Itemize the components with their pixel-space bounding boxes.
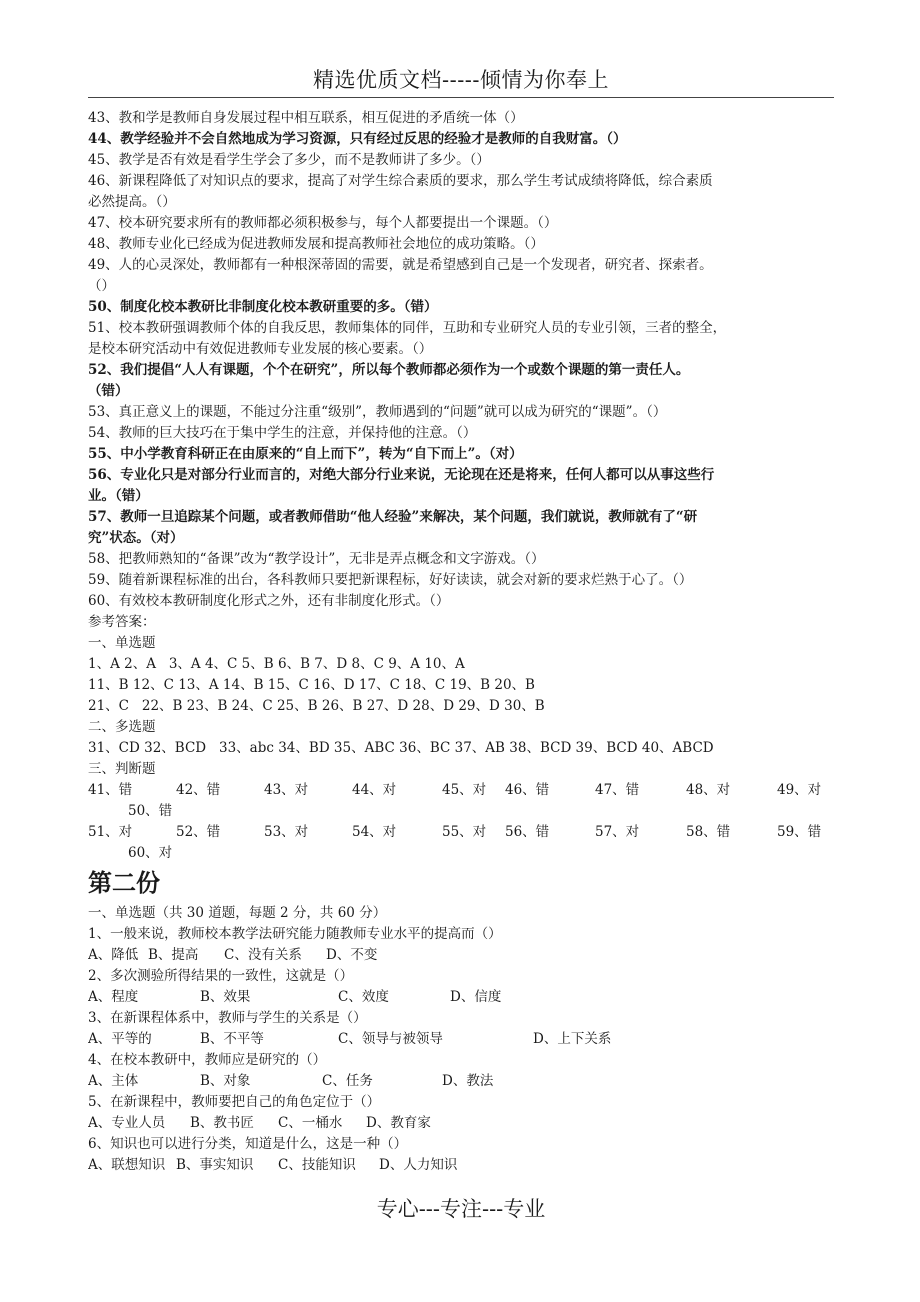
answer-cell: 51、对 [88,824,133,840]
answer-cell: 48、对 [686,782,731,798]
question-line: 45、教学是否有效是看学生学会了多少，而不是教师讲了多少。（） [88,152,490,168]
answer-cell: 56、错 [505,824,550,840]
option: A、专业人员 [88,1115,166,1131]
answer-key-title: 参考答案： [88,614,156,630]
question-line: 46、新课程降低了对知识点的要求，提高了对学生综合素质的要求，那么学生考试成绩将降低，综合素质 [88,173,713,189]
question-line: 是校本研究活动中有效促进教师专业发展的核心要素。（） [88,341,433,357]
option: C、没有关系 [224,947,302,963]
answer-cell: 53、对 [264,824,309,840]
answer-cell: 55、对 [442,824,487,840]
header-rule [88,97,834,98]
option: B、提高 [148,947,199,963]
option: C、技能知识 [278,1157,356,1173]
question-line: 48、教师专业化已经成为促进教师发展和提高教师社会地位的成功策略。（） [88,236,544,252]
option: B、教书匠 [190,1115,254,1131]
question-stem: 1、一般来说，教师校本教学法研究能力随教师专业水平的提高而（） [88,926,502,942]
question-line: 60、有效校本教研制度化形式之外，还有非制度化形式。（） [88,593,450,609]
single-choice-heading: 一、单选题 [88,635,156,651]
option: C、任务 [322,1073,373,1089]
answer-key [88,612,834,864]
page-header: 精选优质文档-----倾情为你奉上 [313,68,609,92]
answer-cell: 52、错 [176,824,221,840]
answer-cell: 57、对 [595,824,640,840]
option-row [88,1029,834,1050]
question-stem: 6、知识也可以进行分类，知道是什么，这是一种（） [88,1136,408,1152]
option: D、信度 [450,989,502,1005]
option: B、事实知识 [176,1157,254,1173]
answer-cell: 58、错 [686,824,731,840]
question-stem: 5、在新课程中，教师要把自己的角色定位于（） [88,1094,381,1110]
answer-cell: 49、对 [777,782,822,798]
answer-cell: 45、对 [442,782,487,798]
question-stem: 3、在新课程体系中，教师与学生的关系是（） [88,1010,367,1026]
question-line: （错） [88,383,129,399]
question-line: 58、把教师熟知的“备课”改为“教学设计”，无非是弄点概念和文字游戏。（） [88,551,545,567]
judgment-answer-wrap: 50、错 [128,803,173,819]
option: A、平等的 [88,1031,152,1047]
answer-cell: 41、错 [88,782,133,798]
option: A、主体 [88,1073,139,1089]
multi-choice-heading: 二、多选题 [88,719,156,735]
option-row [88,987,834,1008]
option: D、人力知识 [379,1157,458,1173]
part-two-title: 第二份 [88,868,160,897]
question-line: 53、真正意义上的课题，不能过分注重“级别”，教师遇到的“问题”就可以成为研究的“课题”。（） [88,404,667,420]
option-row [88,1113,834,1134]
option: D、不变 [326,947,378,963]
question-line: （） [88,278,115,294]
option: B、效果 [200,989,251,1005]
option: C、领导与被领导 [338,1031,443,1047]
question-stem: 2、多次测验所得结果的一致性，这就是（） [88,968,354,984]
question-line: 57、教师一旦追踪某个问题，或者教师借助“他人经验”来解决，某个问题，我们就说，教师就有了“研 [88,509,698,525]
option: A、联想知识 [88,1157,166,1173]
question-line: 54、教师的巨大技巧在于集中学生的注意，并保持他的注意。（） [88,425,477,441]
option-row [88,945,834,966]
question-line: 业。（错） [88,488,149,504]
answer-row: 1、A 2、A 3、A 4、C 5、B 6、B 7、D 8、C 9、A 10、A [88,656,465,672]
option: C、效度 [338,989,389,1005]
judgment-questions [88,108,834,612]
question-line: 必然提高。（） [88,194,176,210]
option-row [88,1071,834,1092]
document-body [88,108,834,1176]
option: D、教法 [442,1073,494,1089]
section-heading: 一、单选题（共 30 道题，每题 2 分，共 60 分） [88,905,387,921]
answer-cell: 43、对 [264,782,309,798]
question-line: 56、专业化只是对部分行业而言的，对绝大部分行业来说，无论现在还是将来，任何人都可以从事这些行 [88,467,715,483]
option: D、上下关系 [533,1031,612,1047]
question-line: 55、中小学教育科研正在由原来的“自上而下”，转为“自下而上”。（对） [88,446,523,462]
answer-row: 21、C 22、B 23、B 24、C 25、B 26、B 27、D 28、D 29、D 30、B [88,698,545,714]
option: D、教育家 [366,1115,431,1131]
option: A、程度 [88,989,139,1005]
option: B、对象 [200,1073,251,1089]
option: A、降低 [88,947,139,963]
answer-cell: 47、错 [595,782,640,798]
question-line: 47、校本研究要求所有的教师都必须积极参与，每个人都要提出一个课题。（） [88,215,558,231]
question-line: 49、人的心灵深处，教师都有一种根深蒂固的需要，就是希望感到自己是一个发现者，研究者、探索者。 [88,257,713,273]
answer-cell: 46、错 [505,782,550,798]
question-line: 52、我们提倡“人人有课题，个个在研究”，所以每个教师都必须作为一个或数个课题的第一责任人。 [88,362,690,378]
part-two [88,863,834,1176]
option-row [88,1155,834,1176]
answer-cell: 59、错 [777,824,822,840]
answer-cell: 42、错 [176,782,221,798]
answer-cell: 54、对 [352,824,397,840]
question-line: 44、教学经验并不会自然地成为学习资源，只有经过反思的经验才是教师的自我财富。（） [88,131,627,147]
question-line: 50、制度化校本教研比非制度化校本教研重要的多。（错） [88,299,438,315]
option: B、不平等 [200,1031,264,1047]
answer-cell: 44、对 [352,782,397,798]
judgment-answer-row [88,822,834,843]
question-line: 51、校本教研强调教师个体的自我反思，教师集体的同伴，互助和专业研究人员的专业引领，三者的整全， [88,320,727,336]
option: C、一桶水 [278,1115,343,1131]
question-stem: 4、在校本教研中，教师应是研究的（） [88,1052,327,1068]
answer-row: 11、B 12、C 13、A 14、B 15、C 16、D 17、C 18、C 19、B 20、B [88,677,535,693]
question-line: 究”状态。（对） [88,530,184,546]
judgment-answer-wrap: 60、对 [128,845,173,861]
question-line: 59、随着新课程标准的出台，各科教师只要把新课程标，好好读读，就会对新的要求烂熟于心了。（） [88,572,693,588]
question-line: 43、教和学是教师自身发展过程中相互联系，相互促进的矛盾统一体（） [88,110,524,126]
judgment-heading: 三、判断题 [88,761,156,777]
judgment-answer-row [88,780,834,801]
answer-row: 31、CD 32、BCD 33、abc 34、BD 35、ABC 36、BC 37、AB 38、BCD 39、BCD 40、ABCD [88,740,714,756]
page-footer: 专心---专注---专业 [376,1197,546,1221]
